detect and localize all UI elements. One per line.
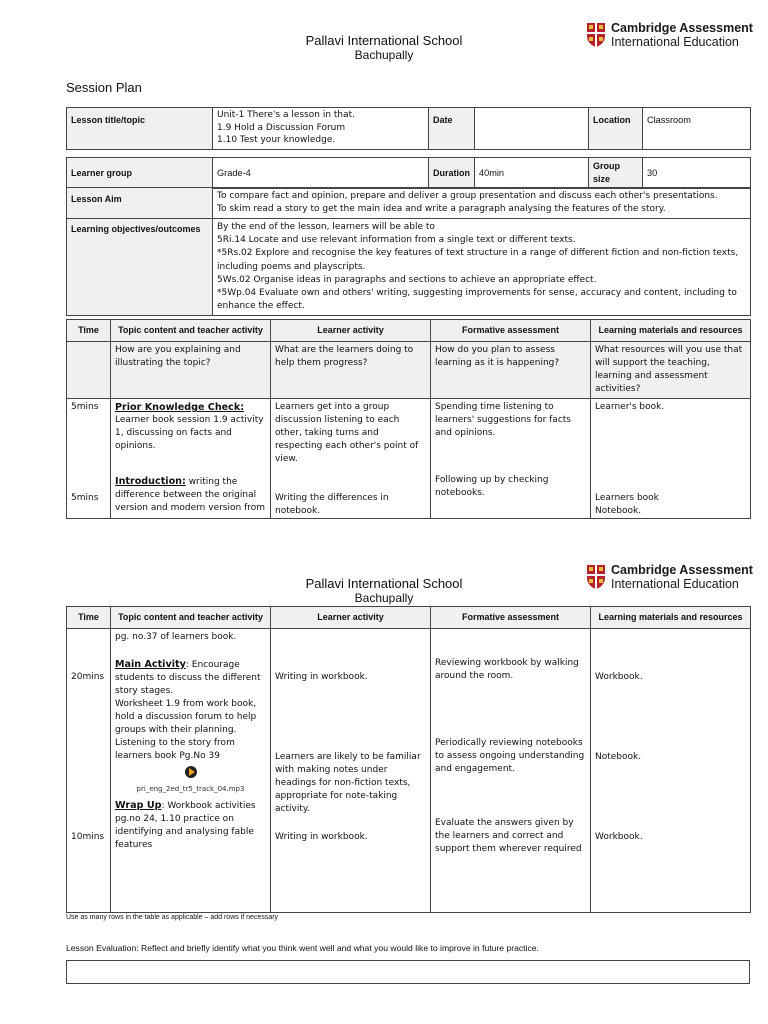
group-size-value: 30 <box>643 158 751 189</box>
lesson-title-label: Lesson title/topic <box>67 108 213 150</box>
materials-notes: Notebook. <box>595 752 642 762</box>
learner-activity-1: Learners get into a group discussion listening to each other, taking turns and respecting each other's point of view. <box>275 402 419 464</box>
lesson-aim-value: To compare fact and opinion, prepare and deliver a group presentation and discuss each other's presentations. To skim read a story to get the main idea and write a paragraph analysing the features of the story. <box>213 188 751 219</box>
logo-line-1: Cambridge Assessment <box>611 21 753 35</box>
formative-2: Following up by checking notebooks. <box>435 475 549 498</box>
learner-group-table <box>66 157 751 189</box>
formative-notes: Periodically reviewing notebooks to assess ongoing understanding and engagement. <box>435 738 585 774</box>
header-learner: Learner activity <box>271 607 431 629</box>
lesson-title-value: Unit-1 There's a lesson in that. 1.9 Hold a Discussion Forum 1.10 Test your knowledge. <box>213 108 429 150</box>
prior-heading: Prior Knowledge Check: <box>115 402 245 413</box>
plan-table-page-1 <box>66 319 751 519</box>
shield-icon <box>586 564 606 590</box>
main-activity-text: Main Activity: Encourage students to discuss the different story stages. <box>115 659 261 696</box>
learner-group-label: Learner group <box>67 158 213 189</box>
audio-attachment[interactable] <box>115 766 266 796</box>
question-formative: How do you plan to assess learning as it is happening? <box>431 342 591 399</box>
learner-main: Writing in workbook. <box>275 672 368 682</box>
worksheet-text: Worksheet 1.9 from work book, hold a discussion forum to help groups with their planning. <box>115 699 257 735</box>
shield-icon <box>586 22 606 48</box>
learner-group-value: Grade-4 <box>213 158 429 189</box>
formative-cell <box>431 629 591 913</box>
objectives-value: By the end of the lesson, learners will be able to 5Ri.14 Locate and use relevant information from a single text or different texts. *5Rs.02 Explore and recognise the key features of text structure in a range of different fiction and non-fiction texts, including poems and playscripts. 5Ws.02 Organise ideas in paragraphs and sections to achieve an appropriate effect. *5Wp.04 Evaluate own and others' writing, suggesting improvements for sense, accuracy and content, including to enhance the effect. <box>213 219 751 316</box>
header-formative: Formative assessment <box>431 320 591 342</box>
intro-text: Introduction: writing the difference between the original version and modern version from <box>115 476 266 513</box>
formative-1: Spending time listening to learners' suggestions for facts and opinions. <box>435 402 571 438</box>
learner-cell <box>271 629 431 913</box>
lesson-aim-label: Lesson Aim <box>67 188 213 219</box>
learner-wrap: Writing in workbook. <box>275 832 368 842</box>
school-location: Bachupally <box>354 591 414 605</box>
wrap-up-text: Wrap Up: Workbook activities pg.no 24, 1.10 practice on identifying and analysing fable features <box>115 800 256 850</box>
formative-cell <box>431 399 591 519</box>
header-materials: Learning materials and resources <box>591 320 751 342</box>
learner-activity-2: Writing the differences in notebook. <box>275 493 389 516</box>
audio-file-icon <box>185 766 197 778</box>
continued-text: pg. no.37 of learners book. <box>115 632 237 642</box>
date-value[interactable] <box>475 108 589 150</box>
materials-cell <box>591 629 751 913</box>
duration-value: 40min <box>475 158 589 189</box>
duration-label: Duration <box>429 158 475 189</box>
time-cell <box>67 629 111 913</box>
materials-1: Learner's book. <box>595 402 665 412</box>
time-intro: 5mins <box>71 493 99 503</box>
topic-cell <box>111 399 271 519</box>
header-materials: Learning materials and resources <box>591 607 751 629</box>
location-value: Classroom <box>643 108 751 150</box>
plan-table-page-2 <box>66 606 751 913</box>
prior-text: Learner book session 1.9 activity 1, discussing on facts and opinions. <box>115 415 264 451</box>
logo-line-2: International Education <box>611 577 739 591</box>
header-time: Time <box>67 607 111 629</box>
header-formative: Formative assessment <box>431 607 591 629</box>
school-name: Pallavi International School <box>305 576 463 591</box>
rows-note: Use as many rows in the table as applicable – add rows if necessary <box>66 914 279 921</box>
logo-line-1: Cambridge Assessment <box>611 563 753 577</box>
topic-cell <box>111 629 271 913</box>
header-topic: Topic content and teacher activity <box>111 607 271 629</box>
cambridge-logo-page-2 <box>586 563 753 591</box>
evaluation-prompt: Lesson Evaluation: Reflect and briefly identify what you think went well and what you would like to improve in future practice. <box>66 943 539 953</box>
school-name: Pallavi International School <box>305 33 463 48</box>
date-label: Date <box>429 108 475 150</box>
lesson-info-table <box>66 107 751 150</box>
formative-main: Reviewing workbook by walking around the room. <box>435 658 579 681</box>
question-topic: How are you explaining and illustrating the topic? <box>111 342 271 399</box>
school-location: Bachupally <box>354 48 414 62</box>
objectives-label: Learning objectives/outcomes <box>67 219 213 316</box>
formative-wrap: Evaluate the answers given by the learners and correct and support them wherever required <box>435 818 582 854</box>
question-materials: What resources will you use that will support the teaching, learning and assessment activities? <box>591 342 751 399</box>
materials-wrap: Workbook. <box>595 832 643 842</box>
lesson-aim-table <box>66 187 751 316</box>
header-learner: Learner activity <box>271 320 431 342</box>
cambridge-logo <box>586 21 753 49</box>
header-time: Time <box>67 320 111 342</box>
materials-2: Learners book Notebook. <box>595 493 659 516</box>
time-prior: 5mins <box>71 402 99 412</box>
audio-file-name: pri_eng_2ed_tr5_track_04.mp3 <box>136 785 245 793</box>
materials-cell <box>591 399 751 519</box>
location-label: Location <box>589 108 643 150</box>
time-cell <box>67 399 111 519</box>
time-wrap: 10mins <box>71 832 105 842</box>
time-main: 20mins <box>71 672 105 682</box>
group-size-label: Group size <box>589 158 643 189</box>
materials-main: Workbook. <box>595 672 643 682</box>
listening-text: Listening to the story from learners book Pg.No 39 <box>115 738 235 761</box>
logo-line-2: International Education <box>611 35 739 49</box>
learner-cell <box>271 399 431 519</box>
question-learner: What are the learners doing to help them progress? <box>271 342 431 399</box>
learner-notes: Learners are likely to be familiar with making notes under headings for non-fiction texts, appropriate for note-taking activity. <box>275 752 421 814</box>
header-topic: Topic content and teacher activity <box>111 320 271 342</box>
page-title: Session Plan <box>66 80 142 95</box>
evaluation-box[interactable] <box>66 960 750 984</box>
